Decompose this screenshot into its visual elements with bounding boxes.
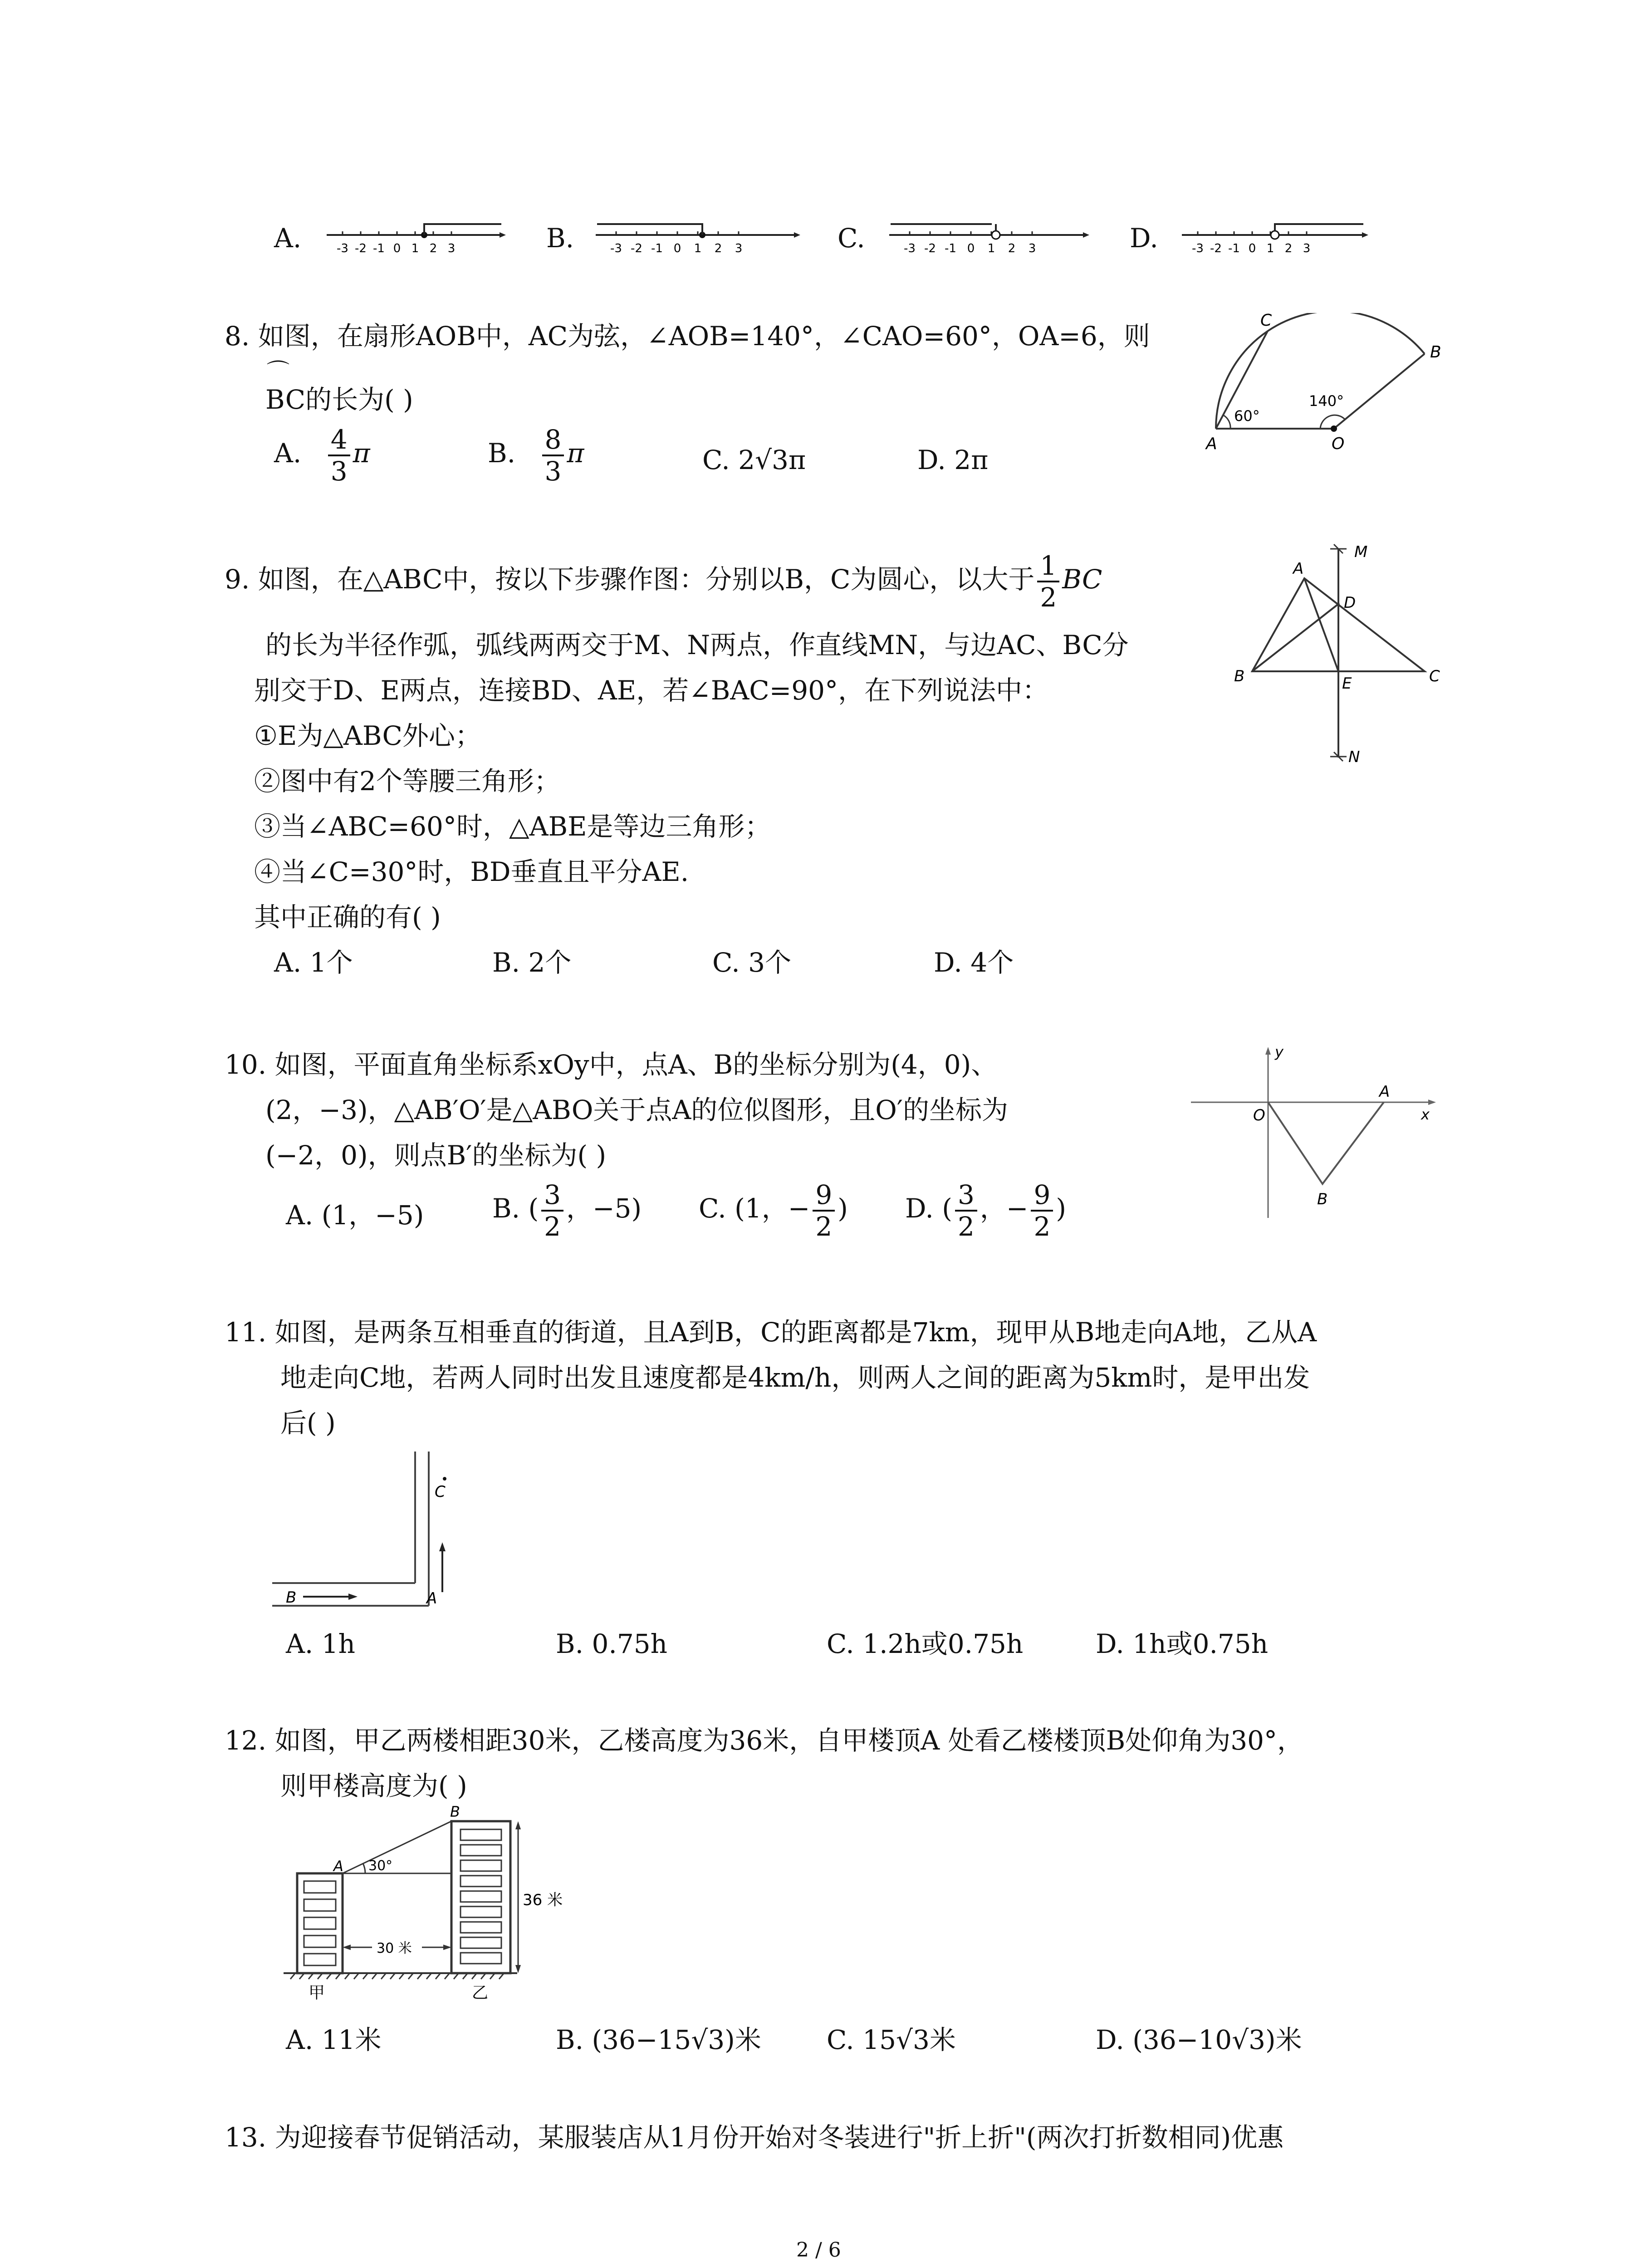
q9-label-d: D (1344, 594, 1356, 612)
svg-text:3: 3 (1028, 242, 1036, 255)
q11-option-d: D. 1h或0.75h (1096, 1628, 1269, 1659)
q7-number-line-c (887, 221, 1091, 262)
q8-label-a: A (1206, 435, 1217, 453)
q9-question: 其中正确的有( ) (254, 902, 441, 933)
q10-c-num: 9 (813, 1182, 835, 1212)
q10-b-den: 2 (544, 1211, 561, 1242)
svg-text:-3: -3 (1192, 242, 1204, 255)
q12-option-b: B. (36−15√3)米 (556, 2024, 761, 2055)
q10-d-fraction-1 (955, 1179, 977, 1242)
q9-statement-2: ②图中有2个等腰三角形； (254, 766, 560, 797)
q9-label-a: A (1293, 560, 1304, 578)
q7-number-line-b (593, 221, 802, 262)
q8-line2: BC的长为( ) (265, 384, 413, 415)
q10-label-b: B (1317, 1190, 1328, 1208)
q8-a-denominator: 3 (330, 456, 348, 487)
svg-text:-3: -3 (337, 242, 348, 255)
q9-statement-1: ①E为△ABC外心； (254, 720, 481, 751)
q11-label-a: A (426, 1589, 437, 1608)
q10-option-c (699, 1179, 848, 1242)
q10-d-post: ) (1056, 1193, 1066, 1224)
q10-d-pre: D. ( (905, 1193, 952, 1224)
q10-d-num2: 9 (1031, 1182, 1053, 1212)
q8-angle-60: 60° (1234, 407, 1260, 425)
q11-option-a: A. 1h (286, 1628, 356, 1659)
q9-label-e: E (1342, 675, 1352, 693)
svg-text:0: 0 (673, 242, 681, 255)
q10-option-b (492, 1179, 642, 1242)
svg-text:-3: -3 (904, 242, 916, 255)
q10-d-den2: 2 (1034, 1211, 1051, 1242)
q10-line2: (2，−3)，△AB′O′是△ABO关于点A的位似图形，且O′的坐标为 (265, 1095, 1009, 1125)
q7-option-c-letter: C. (838, 223, 865, 254)
q10-c-post: ) (838, 1193, 848, 1224)
q10-line1: 10. 如图，平面直角坐标系xOy中，点A、B的坐标分别为(4，0)、 (225, 1049, 998, 1080)
q10-line3: (−2，0)，则点B′的坐标为( ) (265, 1140, 607, 1171)
q10-option-a: A. (1，−5) (286, 1200, 424, 1231)
svg-text:1: 1 (694, 242, 702, 255)
svg-text:0: 0 (393, 242, 401, 255)
q12-option-d: D. (36−10√3)米 (1096, 2024, 1302, 2055)
q9-statement-4: ④当∠C=30°时，BD垂直且平分AE. (254, 856, 689, 887)
q8-option-b-fraction (542, 424, 564, 487)
svg-text:2: 2 (429, 242, 437, 255)
q11-option-b: B. 0.75h (556, 1628, 667, 1659)
q11-label-b: B (286, 1589, 297, 1607)
q8-label-b: B (1430, 343, 1441, 362)
q10-d-fraction-2 (1031, 1179, 1053, 1242)
svg-text:3: 3 (447, 242, 456, 255)
q12-yi-label: 乙 (472, 1984, 489, 2002)
q8-a-pi: π (353, 438, 370, 469)
svg-text:1: 1 (987, 242, 995, 255)
q7-number-line-d (1180, 221, 1370, 262)
q9-option-a: A. 1个 (274, 947, 353, 978)
q8-option-a (274, 424, 370, 487)
q12-label-a: A (333, 1857, 343, 1875)
q8-option-c: C. 2√3π (702, 445, 806, 475)
svg-text:1: 1 (1266, 242, 1274, 255)
q10-label-o: O (1253, 1106, 1265, 1124)
q8-option-b (488, 424, 584, 487)
q10-option-d (905, 1179, 1066, 1242)
q10-c-fraction (813, 1179, 835, 1242)
q12-height-label: 36 米 (523, 1891, 563, 1909)
q12-width-label: 30 米 (377, 1941, 412, 1956)
q9-half-fraction (1037, 552, 1059, 611)
q8-b-denominator: 3 (544, 456, 562, 487)
svg-text:1: 1 (411, 242, 419, 255)
q9-half-den: 2 (1040, 582, 1057, 613)
q9-line3: 别交于D、E两点，连接BD、AE，若∠BAC=90°，在下列说法中： (254, 675, 1049, 706)
q10-label-x: x (1421, 1106, 1430, 1123)
svg-text:-2: -2 (1210, 242, 1222, 255)
q9-triangle-figure (1225, 540, 1461, 776)
svg-text:3: 3 (1303, 242, 1311, 255)
q7-option-b-letter: B. (546, 223, 574, 254)
q11-option-c: C. 1.2h或0.75h (827, 1628, 1024, 1659)
q10-d-den1: 2 (957, 1211, 975, 1242)
arc-mark: ⌒ (267, 359, 289, 385)
q8-option-d: D. 2π (917, 445, 989, 475)
q9-option-c: C. 3个 (712, 947, 792, 978)
q7-option-a-letter: A. (274, 223, 302, 254)
q7-number-line-a (324, 221, 508, 262)
page-number: 2 / 6 (796, 2239, 841, 2262)
q10-label-y: y (1275, 1043, 1283, 1061)
q13-line1: 13. 为迎接春节促销活动，某服装店从1月份开始对冬装进行"折上折"(两次打折数相同)优惠 (225, 2122, 1284, 2153)
q9-label-n: N (1348, 748, 1360, 766)
q12-line1: 12. 如图，甲乙两楼相距30米，乙楼高度为36米，自甲楼顶A 处看乙楼楼顶B处仰角为30°， (225, 1725, 1304, 1756)
q8-sector-figure (1202, 313, 1456, 463)
q11-street-figure (272, 1447, 472, 1615)
q11-label-c: C (435, 1483, 446, 1501)
svg-text:2: 2 (1008, 242, 1016, 255)
q9-line1 (225, 552, 1102, 611)
q12-angle-30: 30° (368, 1858, 393, 1874)
q8-a-numerator: 4 (328, 426, 350, 456)
svg-text:-2: -2 (924, 242, 936, 255)
q9-statement-3: ③当∠ABC=60°时，△ABE是等边三角形； (254, 811, 771, 842)
svg-text:2: 2 (714, 242, 722, 255)
q12-option-a: A. 11米 (286, 2024, 382, 2055)
q11-line2: 地走向C地，若两人同时出发且速度都是4km/h，则两人之间的距离为5km时，是甲出发 (280, 1362, 1310, 1393)
svg-text:-1: -1 (651, 242, 663, 255)
svg-text:-1: -1 (373, 242, 385, 255)
q12-building-figure (281, 1803, 608, 2007)
q9-half-num: 1 (1037, 552, 1059, 582)
svg-text:-1: -1 (945, 242, 956, 255)
svg-text:-2: -2 (355, 242, 367, 255)
q10-c-den: 2 (815, 1211, 833, 1242)
q11-line1: 11. 如图，是两条互相垂直的街道，且A到B，C的距离都是7km，现甲从B地走向A地，乙从A (225, 1317, 1317, 1348)
svg-text:0: 0 (967, 242, 975, 255)
q7-option-d-letter: D. (1130, 223, 1158, 254)
q9-line1-pre: 9. 如图，在△ABC中，按以下步骤作图：分别以B，C为圆心，以大于 (225, 564, 1035, 595)
q8-line1: 8. 如图，在扇形AOB中，AC为弦，∠AOB=140°，∠CAO=60°，OA=6，则 (225, 321, 1150, 352)
q8-label-c: C (1260, 313, 1272, 330)
q12-jia-label: 甲 (309, 1984, 325, 2002)
q10-c-pre: C. (1，− (699, 1193, 810, 1224)
q9-label-b: B (1234, 667, 1245, 685)
q9-option-d: D. 4个 (934, 947, 1014, 978)
q10-b-pre: B. ( (492, 1193, 539, 1224)
q8-b-pi: π (567, 438, 584, 469)
q8-option-a-fraction (328, 424, 350, 487)
q10-d-mid: ，− (980, 1193, 1029, 1224)
q10-b-num: 3 (541, 1182, 563, 1212)
q10-label-a: A (1379, 1083, 1390, 1101)
svg-text:-2: -2 (631, 242, 642, 255)
q10-coordinate-figure (1189, 1043, 1443, 1220)
svg-text:2: 2 (1284, 242, 1293, 255)
q10-b-fraction (541, 1179, 563, 1242)
q9-label-c: C (1429, 667, 1440, 685)
q8-label-o: O (1332, 435, 1345, 453)
q9-line1-post: BC (1062, 564, 1102, 595)
q8-option-b-letter: B. (488, 438, 516, 469)
svg-text:-3: -3 (610, 242, 622, 255)
q8-angle-140: 140° (1309, 392, 1344, 410)
q9-option-b: B. 2个 (492, 947, 572, 978)
svg-text:3: 3 (735, 242, 743, 255)
svg-text:-1: -1 (1228, 242, 1240, 255)
q10-b-post: ，−5) (566, 1193, 642, 1224)
svg-text:0: 0 (1248, 242, 1256, 255)
q8-option-a-letter: A. (274, 438, 302, 469)
q12-line2: 则甲楼高度为( ) (280, 1770, 467, 1801)
q11-line3: 后( ) (280, 1408, 336, 1438)
q12-label-b: B (450, 1803, 460, 1820)
q8-b-numerator: 8 (542, 426, 564, 456)
q9-line2: 的长为半径作弧，弧线两两交于M、N两点，作直线MN，与边AC、BC分 (265, 630, 1129, 660)
q10-d-num1: 3 (955, 1182, 977, 1212)
q9-label-m: M (1354, 543, 1368, 561)
q12-option-c: C. 15√3米 (827, 2024, 956, 2055)
